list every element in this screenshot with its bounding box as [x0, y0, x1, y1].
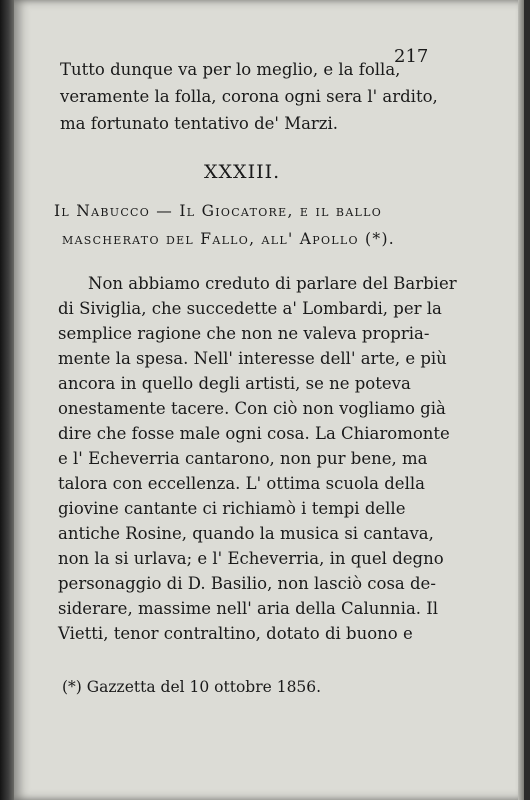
body-line-15: Vietti, tenor contraltino, dotato di buono e	[58, 624, 413, 643]
intro-line-3: ma fortunato tentativo de' Marzi.	[60, 114, 339, 133]
page-edge	[518, 0, 524, 800]
footnote: (*) Gazzetta del 10 ottobre 1856.	[62, 678, 322, 696]
intro-line-1: Tutto dunque va per lo meglio, e la folla,	[60, 60, 401, 79]
body-line-11: antiche Rosine, quando la musica si cantava,	[58, 524, 434, 543]
body-line-8: e l' Echeverria cantarono, non pur bene, ma	[58, 449, 428, 468]
body-line-5: ancora in quello degli artisti, se ne poteva	[58, 374, 411, 393]
chapter-title-line-2: mascherato del Fallo, all' Apollo (*).	[62, 230, 396, 248]
body-line-10: giovine cantante ci richiamò i tempi delle	[58, 499, 406, 518]
book-spine-shadow	[0, 0, 14, 800]
book-page	[14, 0, 524, 800]
body-line-2: di Siviglia, che succedette a' Lombardi, per la	[58, 299, 442, 318]
body-line-9: talora con eccellenza. L' ottima scuola della	[58, 474, 425, 493]
chapter-title-line-1: Il Nabucco — Il Giocatore, e il ballo	[54, 202, 383, 220]
body-line-1: Non abbiamo creduto di parlare del Barbier	[88, 274, 457, 293]
page-number: 217	[394, 46, 429, 67]
body-line-12: non la si urlava; e l' Echeverria, in quel degno	[58, 549, 444, 568]
body-line-13: personaggio di D. Basilio, non lasciò cosa de-	[58, 574, 436, 593]
body-line-4: mente la spesa. Nell' interesse dell' arte, e più	[58, 349, 447, 368]
section-number: XXXIII.	[204, 161, 281, 183]
intro-line-2: veramente la folla, corona ogni sera l' ardito,	[60, 87, 438, 106]
body-line-3: semplice ragione che non ne valeva propria-	[58, 324, 430, 343]
body-line-6: onestamente tacere. Con ciò non vogliamo già	[58, 399, 446, 418]
body-line-7: dire che fosse male ogni cosa. La Chiaromonte	[58, 424, 450, 443]
body-line-14: siderare, massime nell' aria della Calunnia. Il	[58, 599, 439, 618]
